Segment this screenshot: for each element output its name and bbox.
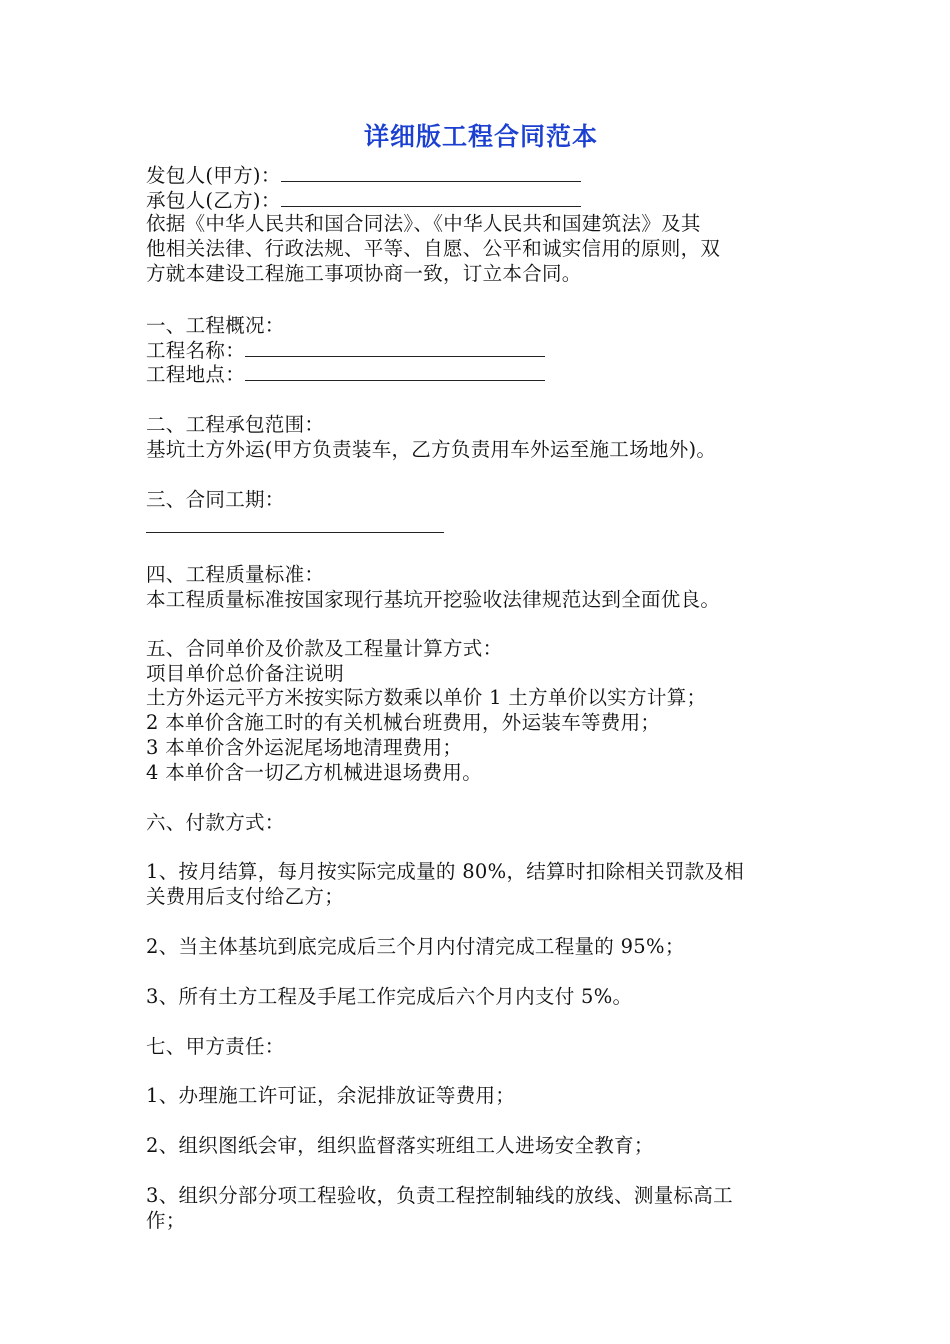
party-a-blank bbox=[281, 163, 581, 182]
party-a-duty-1: 1、办理施工许可证，余泥排放证等费用； bbox=[146, 1084, 516, 1107]
duration-blank bbox=[146, 532, 444, 533]
payment-item-3: 3、所有土方工程及手尾工作完成后六个月内支付 5%。 bbox=[146, 985, 633, 1008]
section-3-heading: 三、合同工期： bbox=[146, 488, 285, 511]
section-5-line-1: 项目单价总价备注说明 bbox=[146, 662, 345, 685]
section-5-line-5: 4 本单价含一切乙方机械进退场费用。 bbox=[146, 761, 483, 784]
project-location-blank bbox=[245, 362, 545, 381]
section-5-heading: 五、合同单价及价款及工程量计算方式： bbox=[146, 637, 503, 660]
payment-item-1-line-1: 1、按月结算，每月按实际完成量的 80%，结算时扣除相关罚款及相 bbox=[146, 860, 745, 883]
section-6-heading: 六、付款方式： bbox=[146, 811, 285, 834]
project-name-blank bbox=[245, 338, 545, 357]
party-a-duty-2: 2、组织图纸会审，组织监督落实班组工人进场安全教育； bbox=[146, 1134, 654, 1157]
party-a-duty-3-line-2: 作； bbox=[146, 1209, 186, 1232]
section-7-heading: 七、甲方责任： bbox=[146, 1035, 285, 1058]
project-name-line bbox=[146, 338, 545, 364]
party-b-blank bbox=[281, 188, 581, 207]
intro-line-3: 方就本建设工程施工事项协商一致，订立本合同。 bbox=[146, 262, 582, 285]
section-5-line-2: 土方外运元平方米按实际方数乘以单价 1 土方单价以实方计算； bbox=[146, 686, 707, 709]
section-4-body: 本工程质量标准按国家现行基坑开挖验收法律规范达到全面优良。 bbox=[146, 588, 721, 611]
intro-line-2: 他相关法律、行政法规、平等、自愿、公平和诚实信用的原则，双 bbox=[146, 237, 721, 260]
party-a-label: 发包人(甲方)： bbox=[146, 164, 281, 187]
project-location-label: 工程地点： bbox=[146, 363, 246, 386]
section-5-line-3: 2 本单价含施工时的有关机械台班费用，外运装车等费用； bbox=[146, 711, 661, 734]
section-2-body: 基坑土方外运(甲方负责装车，乙方负责用车外运至施工场地外)。 bbox=[146, 438, 717, 461]
intro-line-1: 依据《中华人民共和国合同法》、《中华人民共和国建筑法》及其 bbox=[146, 212, 701, 235]
payment-item-1-line-2: 关费用后支付给乙方； bbox=[146, 885, 345, 908]
document-title: 详细版工程合同范本 bbox=[363, 122, 598, 151]
section-4-heading: 四、工程质量标准： bbox=[146, 563, 325, 586]
section-5-line-4: 3 本单价含外运泥尾场地清理费用； bbox=[146, 736, 463, 759]
party-a-line bbox=[146, 163, 581, 189]
party-b-label: 承包人(乙方)： bbox=[146, 189, 281, 212]
section-2-heading: 二、工程承包范围： bbox=[146, 413, 325, 436]
project-name-label: 工程名称： bbox=[146, 339, 246, 362]
section-1-heading: 一、工程概况： bbox=[146, 314, 285, 337]
payment-item-2: 2、当主体基坑到底完成后三个月内付清完成工程量的 95%； bbox=[146, 935, 685, 958]
party-a-duty-3-line-1: 3、组织分部分项工程验收，负责工程控制轴线的放线、测量标高工 bbox=[146, 1184, 733, 1207]
project-location-line bbox=[146, 362, 545, 388]
